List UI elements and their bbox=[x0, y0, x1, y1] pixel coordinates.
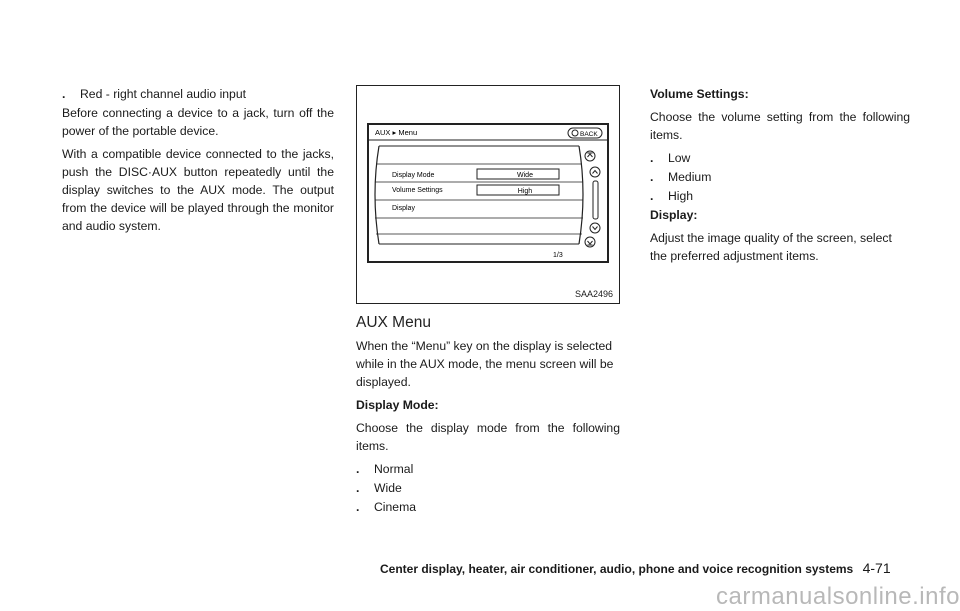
bullet-item: . Red - right channel audio input bbox=[62, 87, 246, 101]
list-item: . Wide bbox=[356, 481, 402, 495]
column-1 bbox=[62, 85, 334, 240]
menu-row-value: High bbox=[517, 188, 533, 195]
display-mode-heading: Display Mode: bbox=[356, 398, 439, 412]
bullet-red-text: Red - right channel audio input bbox=[80, 87, 246, 101]
paragraph-aux-mode: With a compatible device connected to the jacks, push the DISC·AUX button repeatedly until the display switches to the AUX mode. The output from the device will be played through the monitor and audio system. bbox=[62, 147, 334, 233]
footer-section-title: Center display, heater, air conditioner, audio, phone and voice recognition systems bbox=[380, 562, 854, 576]
menu-row-label: Volume Settings bbox=[392, 187, 443, 194]
list-item: . Normal bbox=[356, 462, 414, 476]
aux-menu-screen-illustration bbox=[357, 86, 619, 303]
scroll-down-icon bbox=[590, 223, 600, 233]
display-heading: Display: bbox=[650, 208, 698, 222]
display-text: Adjust the image quality of the screen, select the preferred adjustment items. bbox=[650, 231, 892, 263]
display-mode-text: Choose the display mode from the following items. bbox=[356, 421, 620, 453]
menu-row-value: Wide bbox=[517, 172, 533, 179]
section-title: AUX Menu bbox=[356, 314, 431, 331]
paragraph-power-off: Before connecting a device to a jack, turn off the power of the portable device. bbox=[62, 106, 334, 138]
list-item: . High bbox=[650, 189, 694, 203]
watermark: carmanualsonline.info bbox=[716, 583, 960, 610]
page-number: 4-71 bbox=[862, 560, 891, 576]
menu-row-label: Display Mode bbox=[392, 172, 435, 179]
menu-row-label: Display bbox=[392, 205, 415, 212]
list-item: . Low bbox=[650, 151, 691, 165]
back-button: BACK bbox=[580, 131, 598, 138]
breadcrumb: AUX ▸ Menu bbox=[375, 128, 418, 137]
aux-menu-figure bbox=[356, 85, 620, 304]
column-2 bbox=[356, 337, 620, 517]
page-indicator: 1/3 bbox=[553, 252, 563, 259]
figure-code: SAA2496 bbox=[574, 289, 613, 299]
scrollbar-track bbox=[593, 181, 598, 219]
list-item: . Medium bbox=[650, 170, 712, 184]
volume-settings-text: Choose the volume setting from the following items. bbox=[650, 110, 910, 142]
page-footer bbox=[380, 560, 891, 576]
list-item: . Cinema bbox=[356, 500, 416, 514]
column-3 bbox=[650, 85, 910, 270]
scroll-up-icon bbox=[590, 167, 600, 177]
aux-menu-intro: When the “Menu” key on the display is selected while in the AUX mode, the menu screen will be displayed. bbox=[356, 339, 614, 389]
volume-settings-heading: Volume Settings: bbox=[650, 87, 749, 101]
